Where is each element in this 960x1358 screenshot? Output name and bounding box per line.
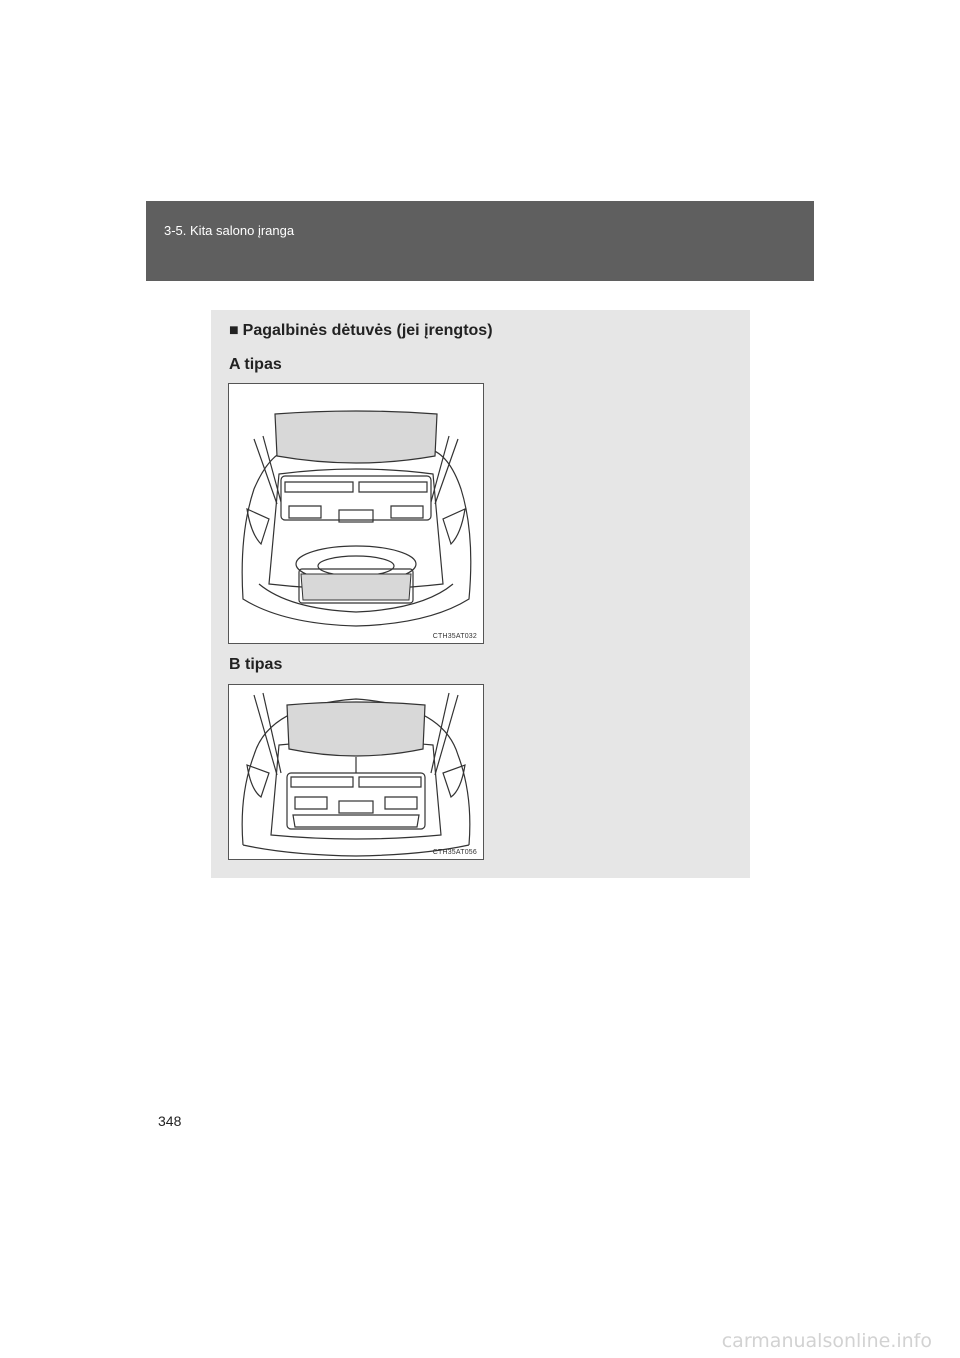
square-bullet-icon: ■ (229, 322, 239, 339)
watermark-text: carmanualsonline.info (721, 1330, 932, 1352)
type-a-label: A tipas (229, 356, 282, 373)
header-band (146, 201, 814, 281)
figure-code-a: CTH35AT032 (432, 633, 477, 640)
type-b-illustration (228, 684, 484, 860)
heading-text: Pagalbinės dėtuvės (jei įrengtos) (242, 322, 493, 339)
type-a-illustration (228, 383, 484, 644)
section-heading (229, 322, 493, 340)
page-number: 348 (158, 1113, 182, 1129)
trunk-type-b-drawing (229, 685, 483, 859)
section-title: 3-5. Kita salono įranga (164, 223, 295, 238)
figure-code-b: CTH35AT056 (432, 849, 477, 856)
info-panel (211, 310, 750, 878)
type-b-label: B tipas (229, 656, 283, 673)
trunk-type-a-drawing (229, 384, 483, 643)
